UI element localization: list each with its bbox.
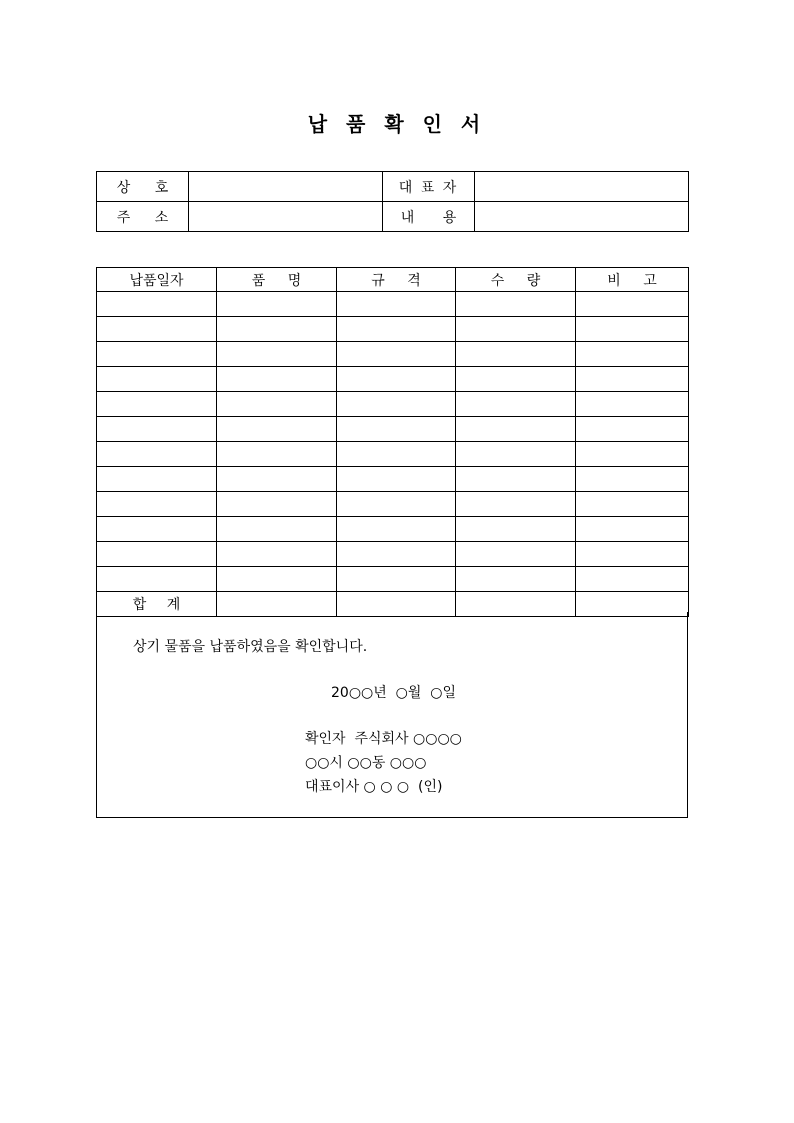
- specification-cell[interactable]: [337, 417, 456, 442]
- table-row: [97, 567, 689, 592]
- quantity-cell[interactable]: [456, 442, 576, 467]
- item-name-cell[interactable]: [217, 392, 337, 417]
- table-header-row: [97, 268, 689, 292]
- address-field[interactable]: [189, 202, 383, 232]
- item-name-cell[interactable]: [217, 567, 337, 592]
- column-header-quantity: 수 량: [456, 268, 576, 292]
- specification-cell[interactable]: [337, 392, 456, 417]
- delivery-date-cell[interactable]: [97, 492, 217, 517]
- info-row-address: [97, 202, 689, 232]
- delivery-date-cell[interactable]: [97, 417, 217, 442]
- table-row: [97, 517, 689, 542]
- remarks-cell[interactable]: [576, 342, 689, 367]
- delivery-date-cell[interactable]: [97, 567, 217, 592]
- specification-cell[interactable]: [337, 492, 456, 517]
- specification-cell[interactable]: [337, 467, 456, 492]
- column-header-specification: 규 격: [337, 268, 456, 292]
- info-row-company: [97, 172, 689, 202]
- content-field[interactable]: [475, 202, 689, 232]
- company-label: 상 호: [97, 172, 189, 202]
- delivery-date-cell[interactable]: [97, 517, 217, 542]
- delivery-date-cell[interactable]: [97, 292, 217, 317]
- representative-field[interactable]: [475, 172, 689, 202]
- remarks-cell[interactable]: [576, 492, 689, 517]
- item-name-cell[interactable]: [217, 292, 337, 317]
- confirmer-address: ○○시 ○○동 ○○○: [305, 755, 427, 771]
- column-header-remarks: 비 고: [576, 268, 689, 292]
- remarks-cell[interactable]: [576, 292, 689, 317]
- confirmation-box: [96, 612, 688, 818]
- remarks-cell[interactable]: [576, 442, 689, 467]
- delivery-date-cell[interactable]: [97, 342, 217, 367]
- quantity-cell[interactable]: [456, 467, 576, 492]
- remarks-cell[interactable]: [576, 467, 689, 492]
- quantity-cell[interactable]: [456, 542, 576, 567]
- company-field[interactable]: [189, 172, 383, 202]
- item-name-cell[interactable]: [217, 342, 337, 367]
- remarks-cell[interactable]: [576, 392, 689, 417]
- remarks-cell[interactable]: [576, 317, 689, 342]
- remarks-cell[interactable]: [576, 367, 689, 392]
- table-row: [97, 442, 689, 467]
- delivery-date-cell[interactable]: [97, 467, 217, 492]
- table-row: [97, 367, 689, 392]
- confirmation-statement: 상기 물품을 납품하였음을 확인합니다.: [133, 639, 368, 655]
- quantity-cell[interactable]: [456, 392, 576, 417]
- table-row: [97, 542, 689, 567]
- specification-cell[interactable]: [337, 542, 456, 567]
- quantity-cell[interactable]: [456, 492, 576, 517]
- representative-label: 대 표 자: [383, 172, 475, 202]
- remarks-cell[interactable]: [576, 542, 689, 567]
- remarks-cell[interactable]: [576, 417, 689, 442]
- delivery-date-cell[interactable]: [97, 542, 217, 567]
- item-name-cell[interactable]: [217, 442, 337, 467]
- quantity-cell[interactable]: [456, 292, 576, 317]
- table-row: [97, 317, 689, 342]
- quantity-cell[interactable]: [456, 367, 576, 392]
- item-name-cell[interactable]: [217, 542, 337, 567]
- specification-cell[interactable]: [337, 442, 456, 467]
- item-name-cell[interactable]: [217, 417, 337, 442]
- quantity-cell[interactable]: [456, 417, 576, 442]
- ceo-signature-line: 대표이사 ○ ○ ○ (인): [305, 779, 443, 795]
- quantity-cell[interactable]: [456, 342, 576, 367]
- content-label: 내 용: [383, 202, 475, 232]
- confirmation-date: 20○○년 ○월 ○일: [331, 685, 457, 701]
- item-name-cell[interactable]: [217, 492, 337, 517]
- table-row: [97, 467, 689, 492]
- delivery-date-cell[interactable]: [97, 317, 217, 342]
- delivery-date-cell[interactable]: [97, 392, 217, 417]
- table-row: [97, 392, 689, 417]
- specification-cell[interactable]: [337, 567, 456, 592]
- document-title: 납 품 확 인 서: [307, 112, 487, 136]
- item-name-cell[interactable]: [217, 317, 337, 342]
- specification-cell[interactable]: [337, 342, 456, 367]
- specification-cell[interactable]: [337, 317, 456, 342]
- remarks-cell[interactable]: [576, 517, 689, 542]
- remarks-cell[interactable]: [576, 567, 689, 592]
- specification-cell[interactable]: [337, 367, 456, 392]
- table-row: [97, 292, 689, 317]
- delivery-items-table: [96, 267, 689, 617]
- quantity-cell[interactable]: [456, 567, 576, 592]
- confirmer-line: 확인자 주식회사 ○○○○: [305, 731, 462, 747]
- column-header-item-name: 품 명: [217, 268, 337, 292]
- item-name-cell[interactable]: [217, 467, 337, 492]
- delivery-date-cell[interactable]: [97, 367, 217, 392]
- table-row: [97, 342, 689, 367]
- specification-cell[interactable]: [337, 517, 456, 542]
- delivery-date-cell[interactable]: [97, 442, 217, 467]
- table-row: [97, 492, 689, 517]
- quantity-cell[interactable]: [456, 517, 576, 542]
- supplier-info-table: [96, 171, 689, 232]
- item-name-cell[interactable]: [217, 517, 337, 542]
- item-name-cell[interactable]: [217, 367, 337, 392]
- specification-cell[interactable]: [337, 292, 456, 317]
- total-label: 합 계: [97, 592, 217, 617]
- column-header-delivery-date: 납품일자: [97, 268, 217, 292]
- quantity-cell[interactable]: [456, 317, 576, 342]
- address-label: 주 소: [97, 202, 189, 232]
- table-row: [97, 417, 689, 442]
